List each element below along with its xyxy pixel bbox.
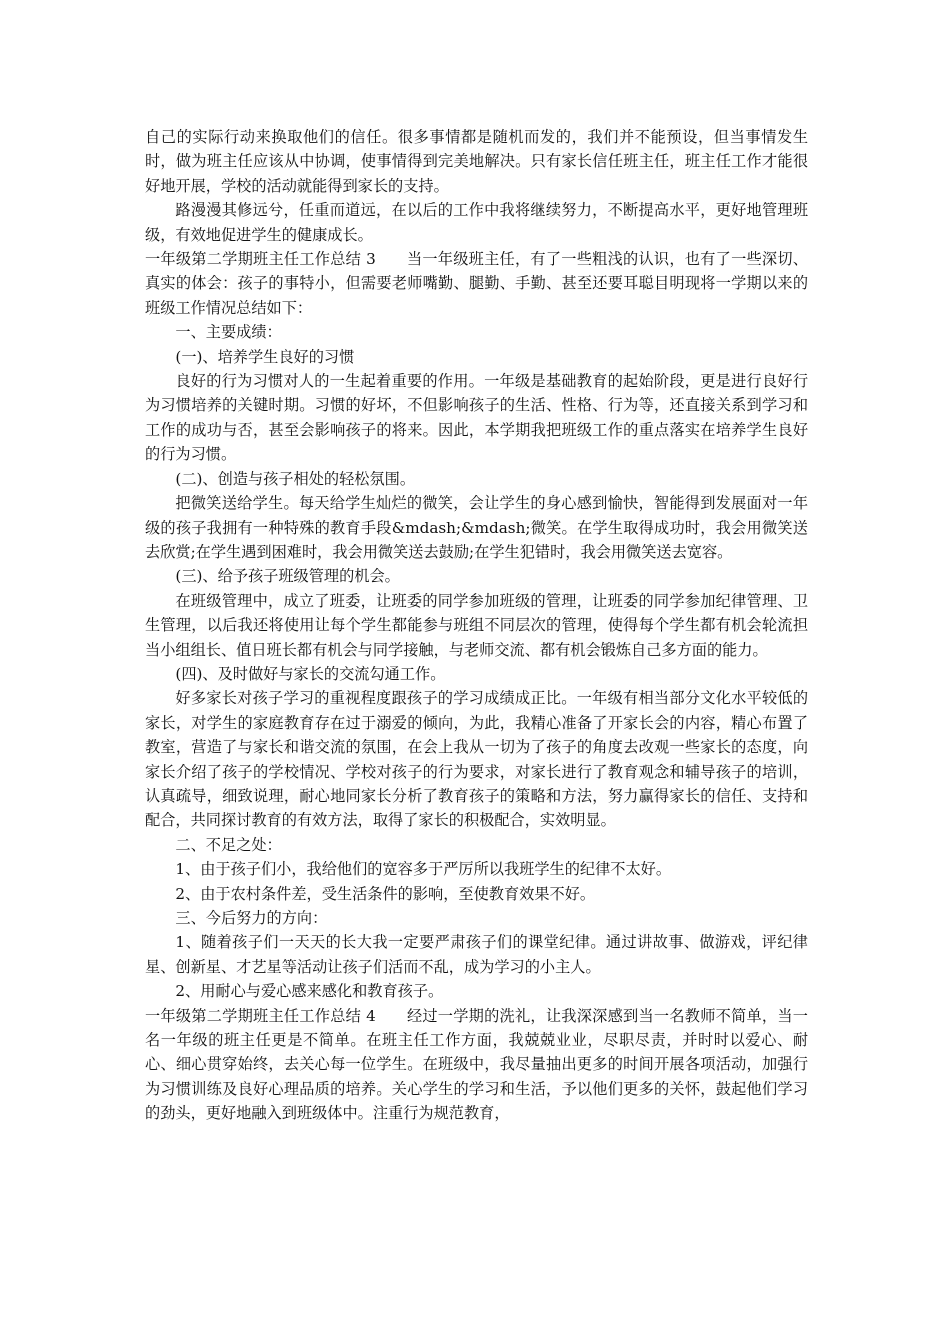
paragraph-closing: 路漫漫其修远兮，任重而道远，在以后的工作中我将继续努力，不断提高水平，更好地管理班级，有效地促进学生的健康成长。 [145,201,808,244]
subheading-atmosphere: (二)、创造与孩子相处的轻松氛围。 [175,469,416,488]
list-item-shortcoming-1: 1、由于孩子们小，我给他们的宽容多于严厉所以我班学生的纪律不太好。 [175,860,672,879]
paragraph-parent-communication: 好多家长对孩子学习的重视程度跟孩子的学习成绩成正比。一年级有相当部分文化水平较低的家长，对学生的家庭教育存在过于溺爱的倾向，为此，我精心准备了开家长会的内容，精心布置了教室，营造了与家长和谐交流的氛围，在会上我从一切为了孩子的角度去改观一些家长的态度，向家长介绍了孩子的学校情况、学校对孩子的行为要求，对家长进行了教育观念和辅导孩子的培训，认真疏导，细致说理，耐心地同家长分析了教育孩子的策略和方法，努力赢得家长的信任、支持和配合，共同探讨教育的有效方法，取得了家长的积极配合，实效明显。 [145,689,808,830]
list-item-direction-1: 1、随着孩子们一天天的长大我一定要严肃孩子们的课堂纪律。通过讲故事、做游戏，评纪律星、创新星、才艺星等活动让孩子们活而不乱，成为学习的小主人。 [145,933,808,976]
paragraph-continuation: 自己的实际行动来换取他们的信任。很多事情都是随机而发的，我们并不能预设，但当事情发生时，做为班主任应该从中协调，使事情得到完美地解决。只有家长信任班主任，班主任工作才能很好地开展，学校的活动就能得到家长的支持。 [145,128,808,195]
heading-shortcomings: 二、不足之处： [175,835,282,854]
paragraph-habits: 良好的行为习惯对人的一生起着重要的作用。一年级是基础教育的起始阶段，更是进行良好行为习惯培养的关键时期。习惯的好坏，不但影响孩子的生活、性格、行为等，还直接关系到学习和工作的成功与否，甚至会影响孩子的将来。因此，本学期我把班级工作的重点落实在培养学生良好的行为习惯。 [145,372,808,464]
list-item-direction-2: 2、用耐心与爱心感来感化和教育孩子。 [175,982,444,1001]
heading-main-achievements: 一、主要成绩： [175,323,282,342]
paragraph-class-management: 在班级管理中，成立了班委，让班委的同学参加班级的管理，让班委的同学参加纪律管理、卫生管理，以后我还将使用让每个学生都能参与班组不同层次的管理，使得每个学生都有机会轮流担当小组组长、值日班长都有机会与同学接触，与老师交流、都有机会锻炼自己多方面的能力。 [145,591,808,659]
section-heading-summary-3: 一年级第二学期班主任工作总结 3 当一年级班主任，有了一些粗浅的认识，也有了一些深切、真实的体会：孩子的事特小，但需要老师嘴勤、腿勤、手勤、甚至还要耳聪目明现将一学期以来的班级工作情况总结如下： [145,250,808,317]
subheading-class-management: (三)、给予孩子班级管理的机会。 [175,567,400,586]
list-item-shortcoming-2: 2、由于农村条件差，受生活条件的影响，至使教育效果不好。 [175,884,596,903]
document-page [145,125,808,1126]
subheading-parent-communication: (四)、及时做好与家长的交流勾通工作。 [175,664,446,683]
heading-future-direction: 三、今后努力的方向： [175,909,328,927]
paragraph-smile: 把微笑送给学生。每天给学生灿烂的微笑，会让学生的身心感到愉快，智能得到发展面对一年级的孩子我拥有一种特殊的教育手段&mdash;&mdash;微笑。在学生取得成功时，我会用微笑送去欣赏;在学生遇到困难时，我会用微笑送去鼓励;在学生犯错时，我会用微笑送去宽容。 [145,494,808,561]
subheading-habits: (一)、培养学生良好的习惯 [175,347,355,366]
section-heading-summary-4: 一年级第二学期班主任工作总结 4 经过一学期的洗礼，让我深深感到当一名教师不简单，当一名一年级的班主任更是不简单。在班主任工作方面，我兢兢业业，尽职尽责，并时时以爱心、耐心、细心贯穿始终，去关心每一位学生。在班级中，我尽量抽出更多的时间开展各项活动，加强行为习惯训练及良好心理品质的培养。关心学生的学习和生活，予以他们更多的关怀，鼓起他们学习的劲头，更好地融入到班级体中。注重行为规范教育， [145,1006,808,1123]
